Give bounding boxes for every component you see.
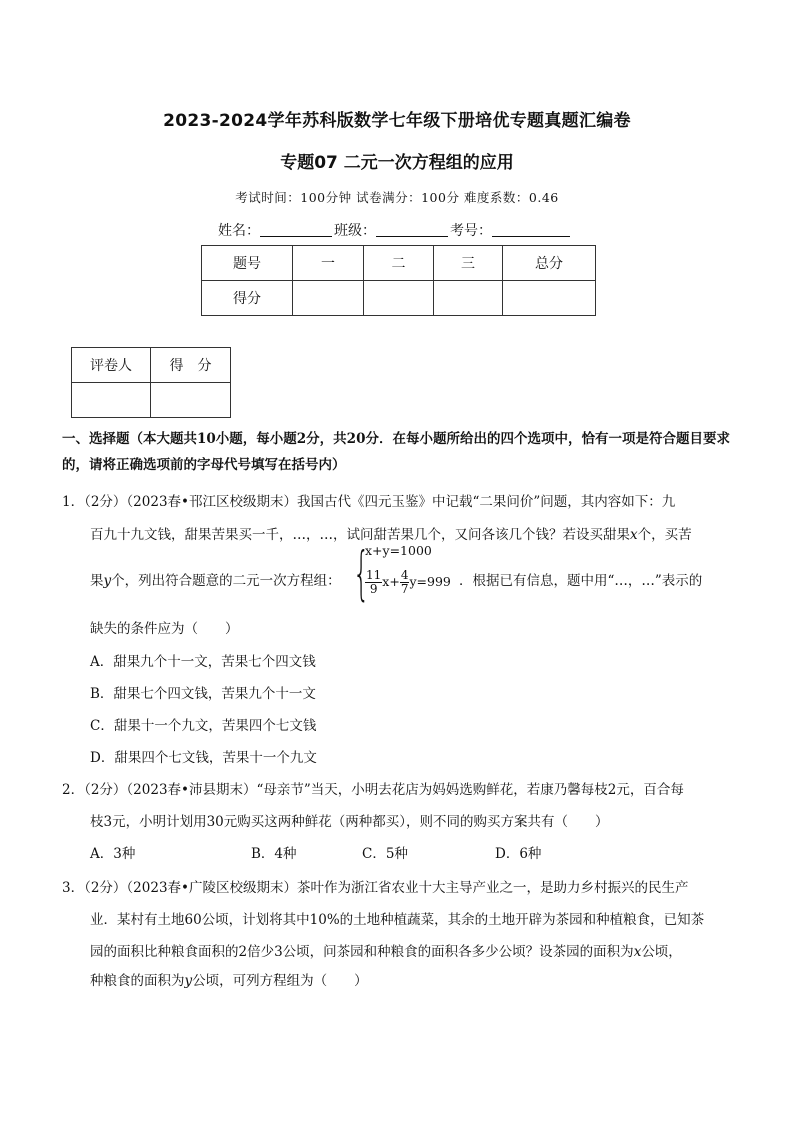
score-header-cell: 总分 — [503, 246, 596, 281]
q1-line2-text: 百九十九文钱，甜果苦果买一千，…，…，试问甜苦果几个，又问各该几个钱？若设买甜果 — [90, 527, 630, 543]
student-info-fields — [218, 220, 572, 240]
score-cell[interactable] — [434, 281, 503, 316]
eq2-end: y=999 — [409, 574, 451, 589]
q1-var-x: x — [630, 527, 638, 543]
grader-header-cell: 得 分 — [151, 348, 231, 383]
q1-var-y: y — [103, 573, 112, 589]
exam-title: 2023-2024学年苏科版数学七年级下册培优专题真题汇编卷 — [163, 111, 631, 131]
q1-option-d[interactable]: D．甜果四个七文钱，苦果十一个九文 — [90, 750, 317, 766]
score-header-cell: 三 — [434, 246, 503, 281]
q2-option-b[interactable]: B．4种 — [251, 846, 297, 862]
score-row-label: 得分 — [202, 281, 293, 316]
q3-var-y: y — [184, 973, 193, 989]
fraction-4-7 — [400, 569, 410, 596]
q1-line1: 1．（2分）（2023春•邗江区校级期末）我国古代《四元玉鉴》中记载“二果问价”问题，其内容如下：九 — [62, 494, 676, 510]
q1-line4: 缺失的条件应为（ ） — [90, 621, 239, 637]
q3-var-x: x — [633, 944, 642, 960]
q1-option-c[interactable]: C．甜果十一个九文，苦果四个七文钱 — [90, 718, 317, 734]
grader-input-row — [72, 383, 231, 418]
number-blank[interactable] — [492, 222, 570, 237]
fraction-11-9 — [365, 569, 382, 596]
grader-cell[interactable] — [72, 383, 151, 418]
q1-equation-system — [353, 541, 463, 609]
q3-line3-b: 公顷， — [641, 944, 682, 960]
q2-option-a[interactable]: A．3种 — [90, 846, 136, 862]
q1-option-b[interactable]: B．甜果七个四文钱，苦果九个十一文 — [90, 686, 316, 702]
name-blank[interactable] — [260, 222, 332, 237]
q3-line2: 业．某村有土地60公顷，计划将其中10%的土地种植蔬菜，其余的土地开辟为茶园和种植粮食，已知茶 — [90, 912, 705, 928]
q1-option-a[interactable]: A．甜果九个十一文，苦果七个四文钱 — [90, 654, 316, 670]
score-header-cell: 二 — [364, 246, 434, 281]
score-table-score-row — [202, 281, 596, 316]
grader-table — [71, 347, 231, 418]
grader-cell[interactable] — [151, 383, 231, 418]
q3-line4-b: 公顷，可列方程组为（ ） — [192, 973, 368, 989]
number-label: 考号： — [450, 223, 492, 239]
q1-line3-a: 果 — [90, 573, 104, 589]
q1-equation-1: x+y=1000 — [365, 543, 432, 558]
q3-line3-a: 园的面积比种粮食面积的2倍少3公顷，问茶园和种粮食的面积各多少公顷？设茶园的面积为 — [90, 944, 634, 960]
q3-line4 — [90, 969, 368, 989]
q3-line4-a: 种粮食的面积为 — [90, 973, 185, 989]
eq2-mid: x+ — [382, 574, 400, 589]
class-blank[interactable] — [376, 222, 448, 237]
score-header-cell: 一 — [293, 246, 364, 281]
q2-option-c[interactable]: C．5种 — [362, 846, 408, 862]
grader-header-cell: 评卷人 — [72, 348, 151, 383]
q2-line1: 2．（2分）（2023春•沛县期末）“母亲节”当天，小明去花店为妈妈选购鲜花，若康乃馨每枝2元，百合每 — [62, 782, 684, 798]
fraction-denominator: 9 — [369, 582, 378, 596]
fraction-denominator: 7 — [400, 582, 409, 596]
q1-line3-end: ．根据已有信息，题中用“…，…”表示的 — [459, 573, 703, 589]
score-cell[interactable] — [293, 281, 364, 316]
score-header-cell: 题号 — [202, 246, 293, 281]
q3-line3 — [90, 940, 682, 960]
q1-line2 — [90, 523, 692, 543]
q1-line2-end: 个，买苦 — [637, 527, 692, 543]
score-cell[interactable] — [503, 281, 596, 316]
fraction-numerator: 11 — [366, 568, 382, 582]
q1-equation-2 — [365, 569, 451, 596]
exam-meta: 考试时间：100分钟 试卷满分：100分 难度系数：0.46 — [235, 190, 559, 205]
q1-line3-b: 个，列出符合题意的二元一次方程组： — [111, 573, 341, 589]
score-table-header-row — [202, 246, 596, 281]
section1-title: 一、选择题（本大题共10小题，每小题2分，共20分．在每小题所给出的四个选项中，恰有一项是符合题目要求的，请将正确选项前的字母代号填写在括号内） — [62, 431, 730, 473]
class-label: 班级： — [334, 223, 376, 239]
fraction-numerator: 4 — [400, 568, 409, 582]
q3-line1: 3．（2分）（2023春•广陵区校级期末）茶叶作为浙江省农业十大主导产业之一，是助力乡村振兴的民生产 — [62, 880, 689, 896]
exam-subtitle: 专题07 二元一次方程组的应用 — [280, 153, 514, 173]
name-label: 姓名： — [218, 223, 260, 239]
grader-header-row — [72, 348, 231, 383]
score-cell[interactable] — [364, 281, 434, 316]
left-brace-icon: { — [353, 539, 370, 607]
q2-line2: 枝3元，小明计划用30元购买这两种鲜花（两种都买），则不同的购买方案共有（ ） — [90, 814, 609, 830]
q1-line3-start — [90, 569, 341, 589]
q2-option-d[interactable]: D．6种 — [495, 846, 542, 862]
score-table — [201, 245, 596, 316]
